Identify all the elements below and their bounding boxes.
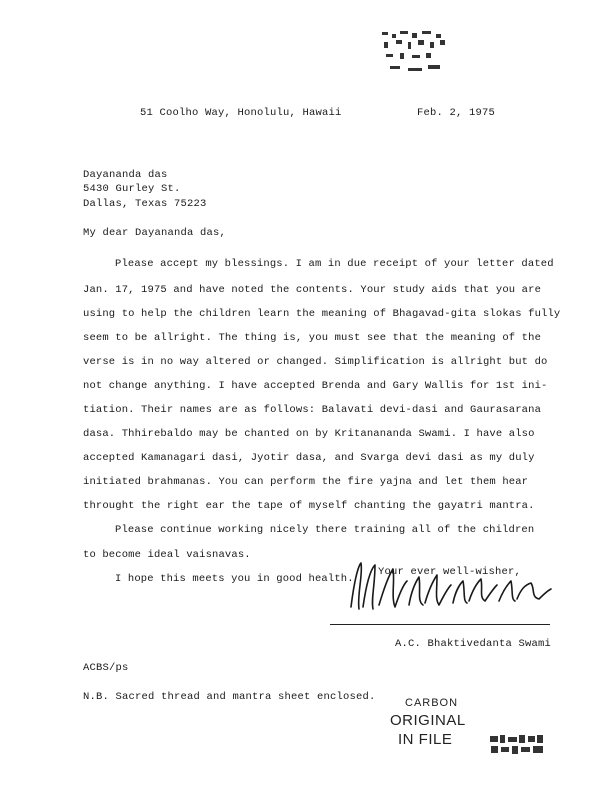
body-line: Please accept my blessings. I am in due receipt of your letter dated xyxy=(115,258,554,270)
body-line: accepted Kamanagari dasi, Jyotir dasa, and Svarga devi dasi as my duly xyxy=(83,452,535,464)
body-line: Please continue working nicely there training all of the children xyxy=(115,524,535,536)
salutation: My dear Dayananda das, xyxy=(83,227,227,239)
body-line: to become ideal vaisnavas. xyxy=(83,549,251,561)
carbon-stamp-line3: IN FILE xyxy=(398,731,453,748)
recipient-city: Dallas, Texas 75223 xyxy=(83,198,207,210)
body-line: seem to be allright. The thing is, you must see that the meaning of the xyxy=(83,332,542,344)
archive-stamp-top-icon xyxy=(378,28,450,78)
body-line: not change anything. I have accepted Brenda and Gary Wallis for 1st ini- xyxy=(83,380,548,392)
nota-bene: N.B. Sacred thread and mantra sheet enclosed. xyxy=(83,691,376,703)
body-line: dasa. Thhirebaldo may be chanted on by Kritanananda Swami. I have also xyxy=(83,428,535,440)
typist-initials: ACBS/ps xyxy=(83,662,129,674)
signature-rule xyxy=(330,624,550,625)
carbon-stamp-line2: ORIGINAL xyxy=(390,712,466,729)
recipient-street: 5430 Gurley St. xyxy=(83,183,181,195)
sender-address: 51 Coolho Way, Honolulu, Hawaii xyxy=(140,107,342,119)
archive-stamp-bottom-icon xyxy=(488,733,546,757)
body-line: verse is in no way altered or changed. Simplification is allright but do xyxy=(83,356,548,368)
carbon-stamp-line1: CARBON xyxy=(405,697,459,709)
valediction: Your ever well-wisher, xyxy=(378,566,522,578)
signer-name: A.C. Bhaktivedanta Swami xyxy=(395,638,552,650)
recipient-name: Dayananda das xyxy=(83,169,168,181)
body-line: initiated brahmanas. You can perform the fire yajna and let them hear xyxy=(83,476,529,488)
body-line: tiation. Their names are as follows: Balavati devi-dasi and Gaurasarana xyxy=(83,404,542,416)
letter-date: Feb. 2, 1975 xyxy=(417,107,496,119)
body-line: throught the right ear the tape of myself chanting the gayatri mantra. xyxy=(83,500,535,512)
body-line: Jan. 17, 1975 and have noted the contents. Your study aids that you are xyxy=(83,284,542,296)
handwritten-signature-icon xyxy=(345,555,555,615)
body-line: using to help the children learn the meaning of Bhagavad-gita slokas fully xyxy=(83,308,561,320)
closing-line: I hope this meets you in good health. xyxy=(115,573,354,585)
